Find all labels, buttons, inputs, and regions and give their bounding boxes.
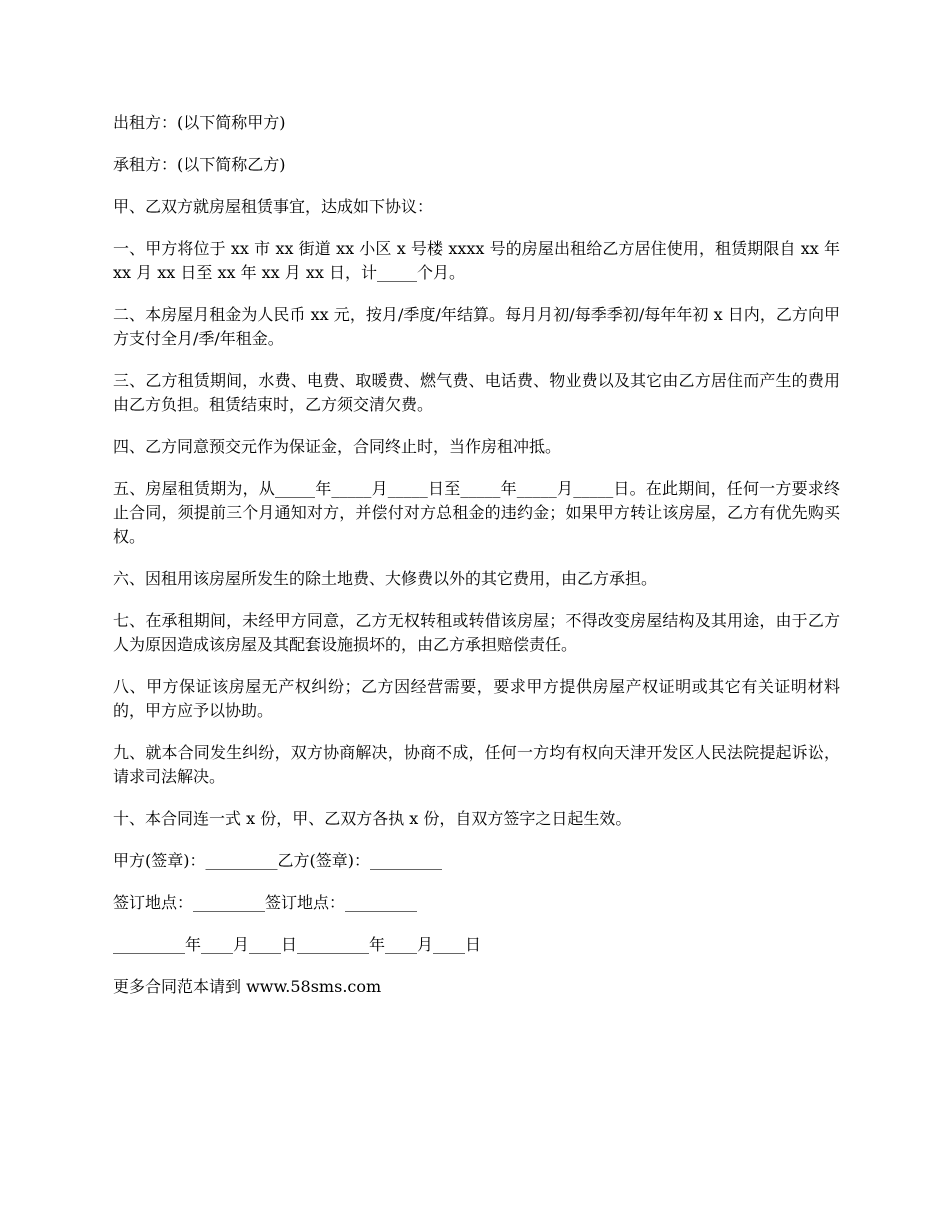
signing-date-line: _________年____月____日_________年____月____日 xyxy=(113,935,482,954)
clause-5: 五、房屋租赁期为，从_____年_____月_____日至_____年_____月_____日。在此期间，任何一方要求终止合同，须提前三个月通知对方，并偿付对方总租金的违约金；如果甲方转让该房屋，乙方有优先购买权。 xyxy=(113,479,840,546)
clause-10: 十、本合同连一式 x 份，甲、乙双方各执 x 份，自双方签字之日起生效。 xyxy=(113,809,632,828)
clause-6: 六、因租用该房屋所发生的除土地费、大修费以外的其它费用，由乙方承担。 xyxy=(113,569,658,588)
clause-4: 四、乙方同意预交元作为保证金，合同终止时，当作房租冲抵。 xyxy=(113,437,562,456)
contract-document xyxy=(113,111,846,1017)
clause-7: 七、在承租期间，未经甲方同意，乙方无权转租或转借该房屋；不得改变房屋结构及其用途，由于乙方人为原因造成该房屋及其配套设施损坏的，由乙方承担赔偿责任。 xyxy=(113,611,840,654)
signature-line: 甲方(签章)：_________乙方(签章)：_________ xyxy=(113,851,442,870)
clause-3: 三、乙方租赁期间，水费、电费、取暖费、燃气费、电话费、物业费以及其它由乙方居住而产生的费用由乙方负担。租赁结束时，乙方须交清欠费。 xyxy=(113,371,840,414)
lessee-line: 承租方：(以下简称乙方) xyxy=(113,155,286,174)
clause-8: 八、甲方保证该房屋无产权纠纷；乙方因经营需要，要求甲方提供房屋产权证明或其它有关证明材料的，甲方应予以协助。 xyxy=(113,677,840,720)
lessor-line: 出租方：(以下简称甲方) xyxy=(113,113,286,132)
footer-link-text: 更多合同范本请到 www.58sms.com xyxy=(113,977,382,996)
clause-1: 一、甲方将位于 xx 市 xx 街道 xx 小区 x 号楼 xxxx 号的房屋出租给乙方居住使用，租赁期限自 xx 年 xx 月 xx 日至 xx 年 xx 月 xx 日，计_____个月。 xyxy=(113,239,846,282)
clause-2: 二、本房屋月租金为人民币 xx 元，按月/季度/年结算。每月月初/每季季初/每年年初 x 日内，乙方向甲方支付全月/季/年租金。 xyxy=(113,305,840,348)
signing-location-line: 签订地点：_________签订地点：_________ xyxy=(113,893,418,912)
agreement-intro: 甲、乙双方就房屋租赁事宜，达成如下协议： xyxy=(113,197,434,216)
clause-9: 九、就本合同发生纠纷，双方协商解决，协商不成，任何一方均有权向天津开发区人民法院提起诉讼，请求司法解决。 xyxy=(113,743,840,786)
